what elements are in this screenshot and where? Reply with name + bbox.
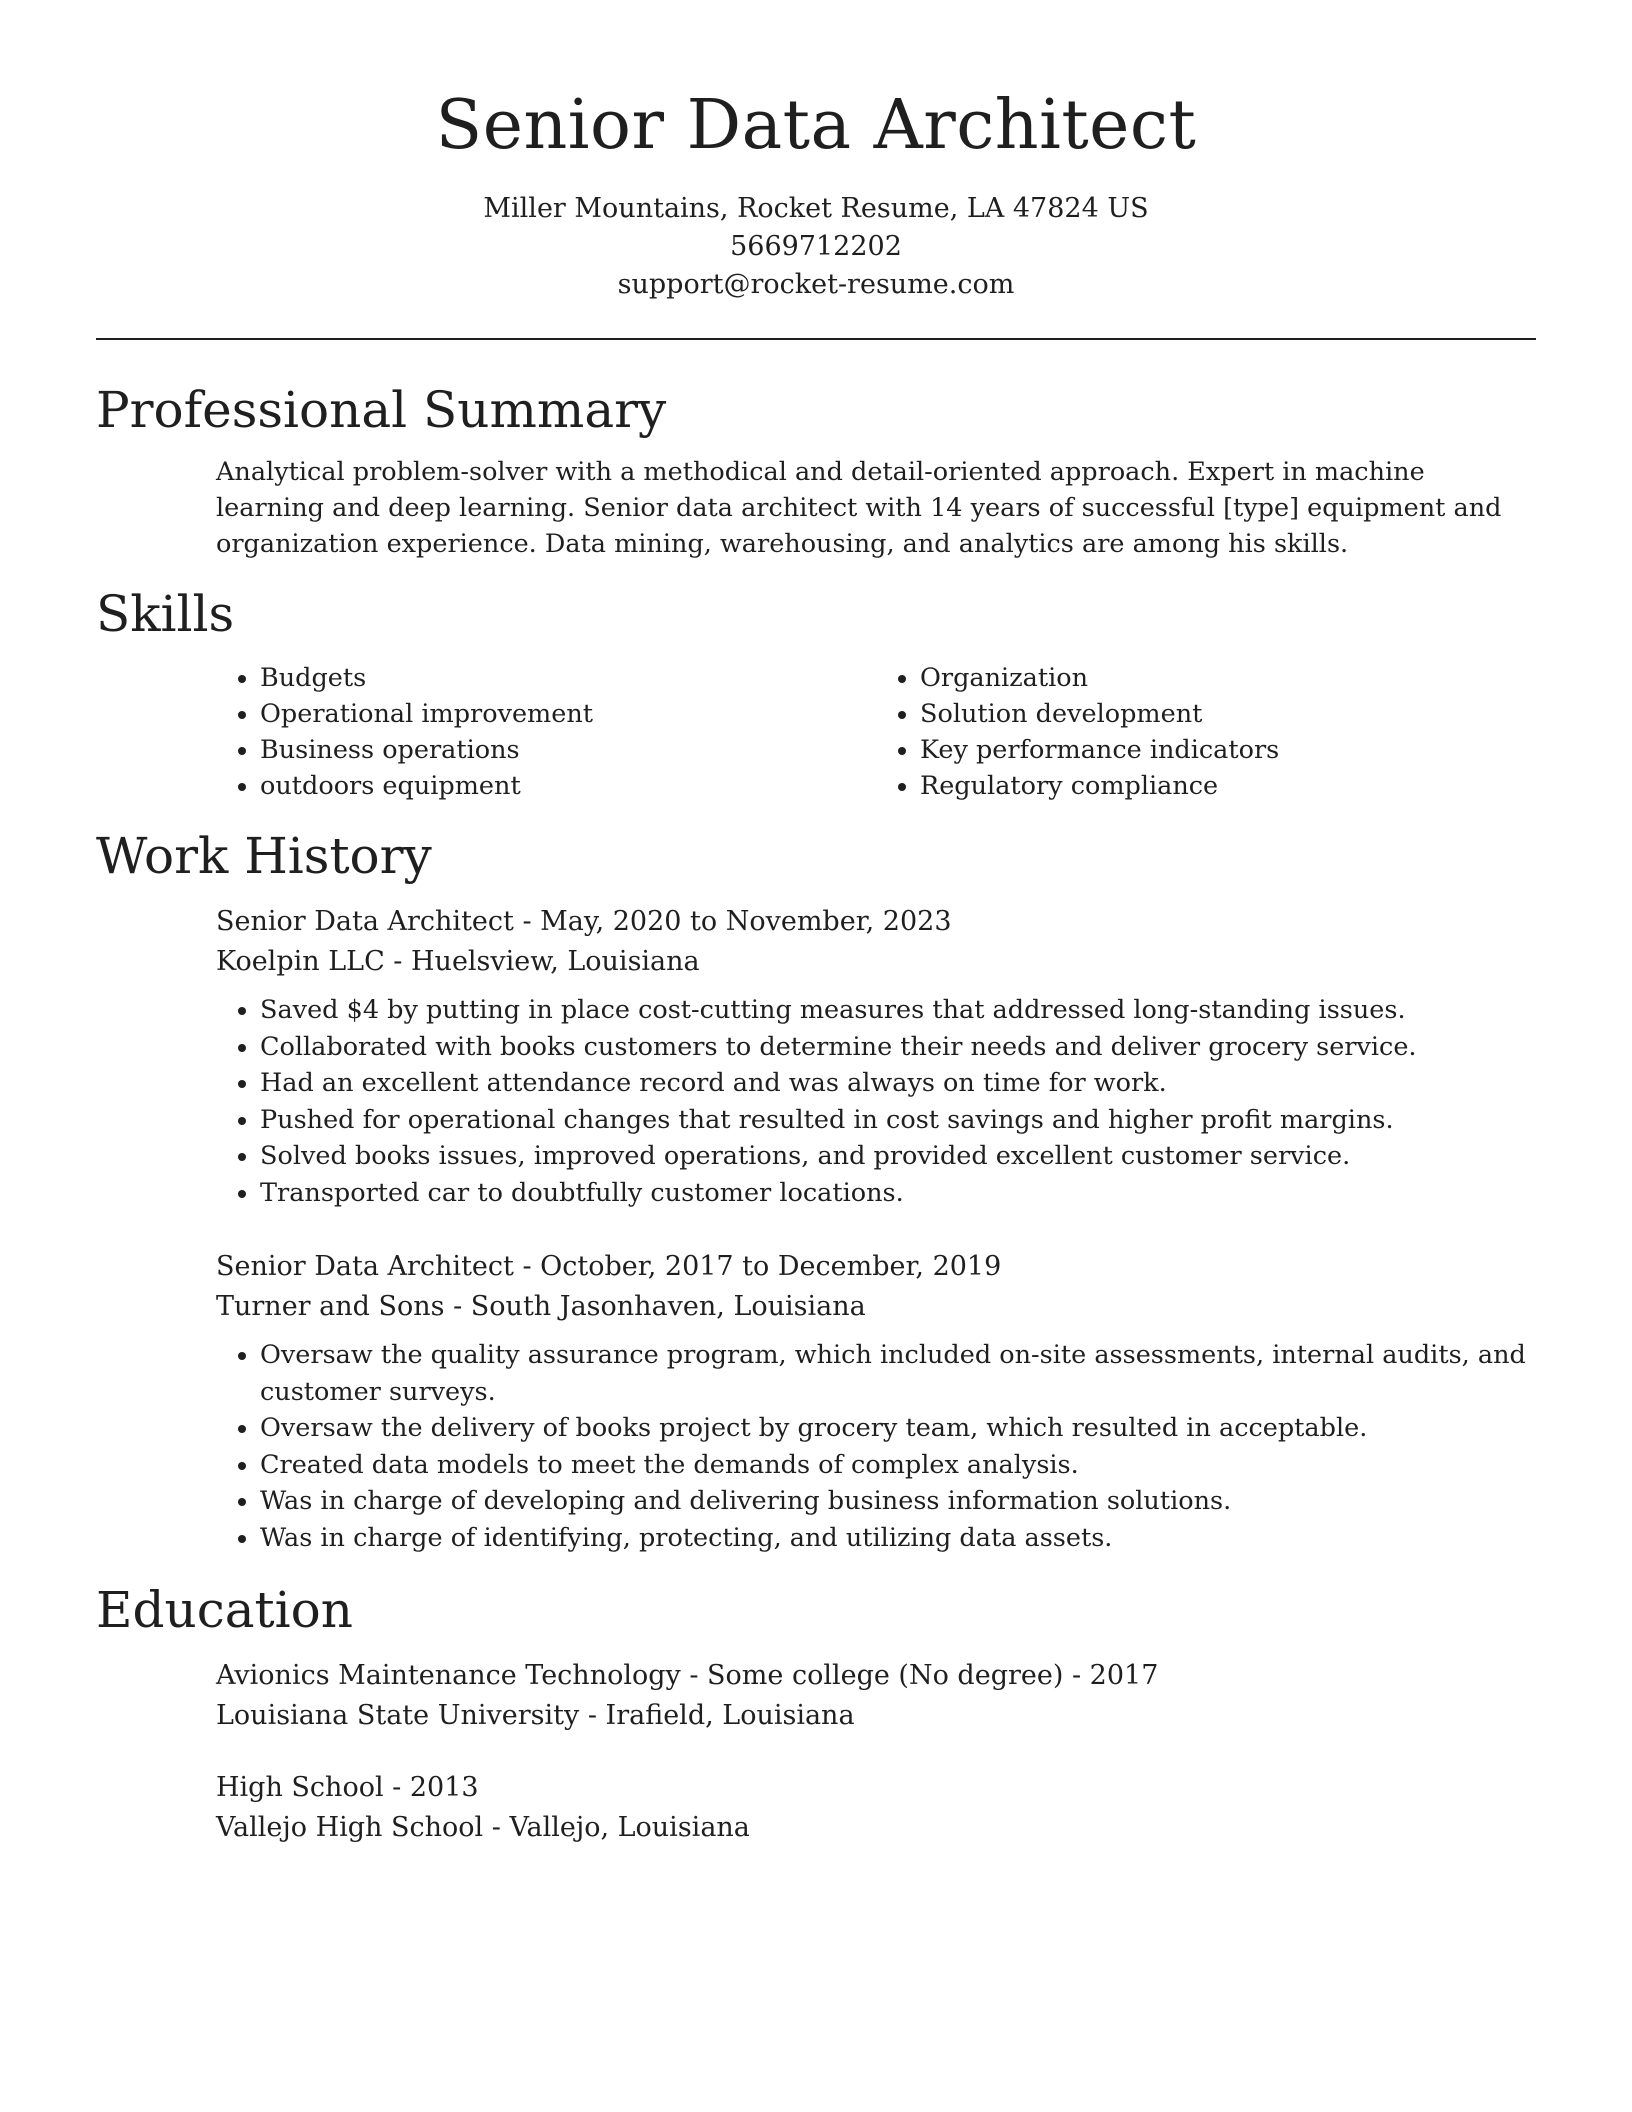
skills-right-list	[876, 660, 1536, 804]
skill-item: • Solution development	[920, 696, 1536, 732]
education-entries	[216, 1656, 1536, 1848]
job-bullet: • Oversaw the delivery of books project by grocery team, which resulted in acceptable.	[260, 1410, 1536, 1447]
summary-text: Analytical problem-solver with a methodical and detail-oriented approach. Expert in machine learning and deep learning. Senior data architect with 14 years of successful [type] equipment and organization experience. Data mining, warehousing, and analytics are among his skills.	[216, 457, 1502, 559]
job-bullet-list	[216, 992, 1536, 1211]
header-divider	[96, 338, 1536, 340]
education-program: High School - 2013	[216, 1772, 479, 1803]
education-program: Avionics Maintenance Technology - Some college (No degree) - 2017	[216, 1660, 1159, 1691]
job-bullet: • Created data models to meet the demands of complex analysis.	[260, 1447, 1536, 1484]
work-entries	[216, 902, 1536, 1556]
job-bullet: • Transported car to doubtfully customer locations.	[260, 1175, 1536, 1212]
skills-left-list	[216, 660, 876, 804]
contact-info	[96, 190, 1536, 304]
resume-page	[96, 0, 1536, 1848]
job-bullet: • Collaborated with books customers to determine their needs and deliver grocery service.	[260, 1029, 1536, 1066]
job-company-location: Koelpin LLC - Huelsview, Louisiana	[216, 946, 700, 977]
job-bullet: • Solved books issues, improved operations, and provided excellent customer service.	[260, 1138, 1536, 1175]
job-title-dates: Senior Data Architect - May, 2020 to November, 2023	[216, 906, 952, 937]
skill-item: • Organization	[920, 660, 1536, 696]
education-section	[96, 1580, 1536, 1848]
contact-phone: 5669712202	[730, 231, 902, 262]
job-entry	[216, 902, 1536, 1211]
work-section	[96, 826, 1536, 1556]
job-bullet: • Pushed for operational changes that resulted in cost savings and higher profit margins.	[260, 1102, 1536, 1139]
summary-section	[96, 380, 1536, 562]
skills-heading: Skills	[96, 585, 235, 643]
job-bullet: • Oversaw the quality assurance program, which included on-site assessments, internal audits, and customer surveys.	[260, 1337, 1536, 1410]
education-entry	[216, 1768, 1536, 1848]
job-bullet: • Had an excellent attendance record and was always on time for work.	[260, 1065, 1536, 1102]
education-school: Louisiana State University - Irafield, Louisiana	[216, 1700, 855, 1731]
contact-email: support@rocket-resume.com	[617, 269, 1015, 300]
job-bullet: • Was in charge of identifying, protecting, and utilizing data assets.	[260, 1520, 1536, 1557]
work-heading: Work History	[96, 827, 432, 885]
skill-item: • Operational improvement	[260, 696, 876, 732]
job-bullet: • Was in charge of developing and delivering business information solutions.	[260, 1483, 1536, 1520]
summary-heading: Professional Summary	[96, 381, 667, 439]
skills-columns	[216, 660, 1536, 804]
job-company-location: Turner and Sons - South Jasonhaven, Louisiana	[216, 1291, 866, 1322]
contact-address: Miller Mountains, Rocket Resume, LA 47824 US	[483, 193, 1149, 224]
skill-item: • Business operations	[260, 732, 876, 768]
skill-item: • Regulatory compliance	[920, 768, 1536, 804]
job-bullet: • Saved $4 by putting in place cost-cutting measures that addressed long-standing issues.	[260, 992, 1536, 1029]
job-bullet-list	[216, 1337, 1536, 1556]
job-title-dates: Senior Data Architect - October, 2017 to December, 2019	[216, 1251, 1002, 1282]
resume-header	[96, 0, 1536, 304]
skill-item: • outdoors equipment	[260, 768, 876, 804]
education-entry	[216, 1656, 1536, 1736]
candidate-name: Senior Data Architect	[435, 86, 1197, 165]
job-entry	[216, 1247, 1536, 1556]
skill-item: • Budgets	[260, 660, 876, 696]
education-heading: Education	[96, 1581, 353, 1639]
skills-section	[96, 584, 1536, 804]
education-school: Vallejo High School - Vallejo, Louisiana	[216, 1812, 750, 1843]
skill-item: • Key performance indicators	[920, 732, 1536, 768]
